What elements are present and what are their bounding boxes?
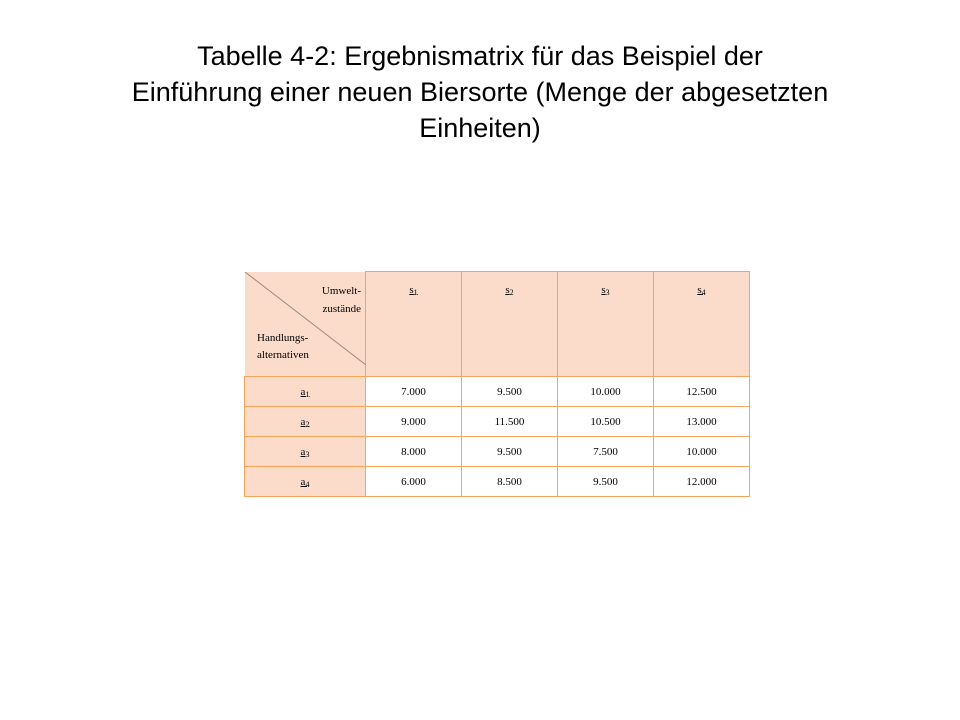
column-header-s3 [558,272,654,377]
table-cell: 12.000 [654,467,750,497]
column-header-s1 [366,272,462,377]
table-cell: 6.000 [366,467,462,497]
corner-label-states-line2: zustände [322,303,361,315]
table-cell: 12.500 [654,377,750,407]
title-line-3: Einheiten) [419,113,541,143]
table-row [245,407,750,437]
row-header-a2 [245,407,366,437]
column-header-s2-base: s [505,284,510,296]
column-header-s3-base: s [601,284,606,296]
table-cell: 9.500 [558,467,654,497]
table-cell: 7.000 [366,377,462,407]
title-line-2: Einführung einer neuen Biersorte (Menge der abgesetzten [131,77,829,107]
slide-title [40,38,920,146]
row-header-a3-base: a [300,445,306,458]
row-header-a1-sub: 1 [305,389,310,399]
table-row [245,377,750,407]
row-header-a4-base: a [300,475,306,488]
column-header-s1-sub: 1 [413,288,418,297]
column-header-s1-base: s [409,284,414,296]
row-header-a2-base: a [300,415,306,428]
column-header-s2-sub: 2 [509,288,514,297]
corner-label-alternatives-line2: alternativen [257,349,309,361]
table-cell: 10.500 [558,407,654,437]
table-cell: 8.500 [462,467,558,497]
table-cell: 10.000 [654,437,750,467]
column-header-s4 [654,272,750,377]
row-header-a1-base: a [300,385,306,398]
table-cell: 11.500 [462,407,558,437]
row-header-a3 [245,437,366,467]
column-header-s2 [462,272,558,377]
table-row [245,437,750,467]
column-header-s3-sub: 3 [605,288,610,297]
corner-label-alternatives [257,330,309,364]
table-cell: 8.000 [366,437,462,467]
row-header-a4-sub: 4 [305,479,310,489]
table-cell: 9.000 [366,407,462,437]
table-cell: 9.500 [462,377,558,407]
corner-label-states [322,282,361,318]
table-cell: 7.500 [558,437,654,467]
row-header-a3-sub: 3 [305,449,310,459]
corner-cell [245,272,366,377]
table-cell: 9.500 [462,437,558,467]
row-header-a1 [245,377,366,407]
header-row [245,272,750,377]
corner-label-alternatives-line1: Handlungs- [257,332,309,344]
column-header-s4-base: s [697,284,702,296]
title-line-1: Tabelle 4-2: Ergebnismatrix für das Beispiel der [197,41,763,71]
row-header-a4 [245,467,366,497]
table-cell: 10.000 [558,377,654,407]
table-cell: 13.000 [654,407,750,437]
column-header-s4-sub: 4 [701,288,706,297]
result-matrix-table [244,271,750,497]
corner-label-states-line1: Umwelt- [321,285,361,297]
row-header-a2-sub: 2 [305,419,310,429]
table-row [245,467,750,497]
